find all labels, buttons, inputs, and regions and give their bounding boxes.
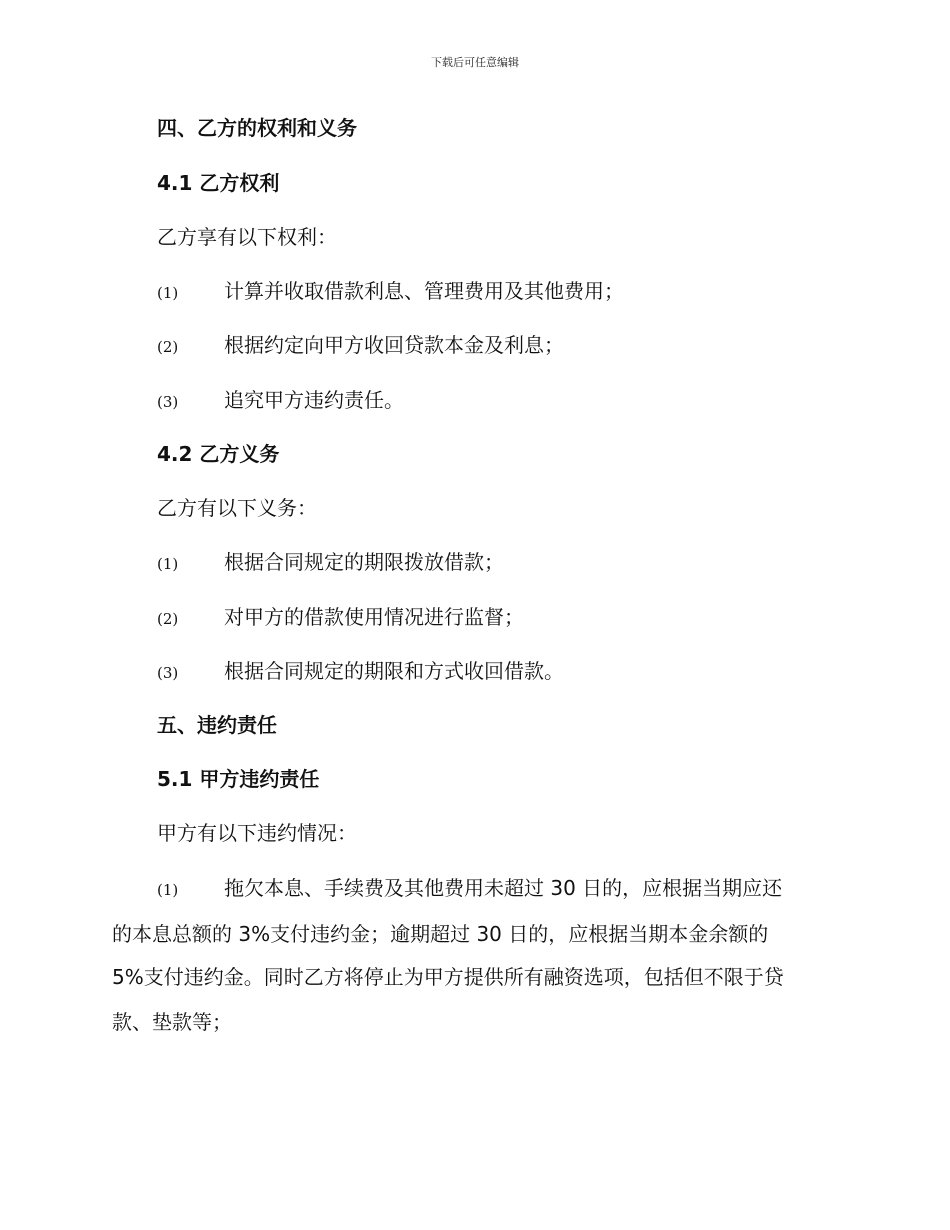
list-item-text: 根据合同规定的期限拨放借款；: [224, 550, 504, 574]
penalty-item-line-3: 5%支付违约金。同时乙方将停止为甲方提供所有融资选项，包括但不限于贷: [112, 965, 784, 989]
section-5-1-intro: 甲方有以下违约情况：: [157, 821, 357, 845]
penalty-item-line-2: 的本息总额的 3%支付违约金；逾期超过 30 日的，应根据当期本金余额的: [112, 922, 769, 946]
list-item: [157, 387, 404, 415]
list-item-text: 计算并收取借款利息、管理费用及其他费用；: [224, 279, 624, 303]
list-item: [157, 658, 564, 686]
list-item-number: (2): [157, 338, 179, 356]
penalty-item-line-1: [157, 875, 782, 903]
list-item-text: 根据合同规定的期限和方式收回借款。: [224, 659, 564, 683]
list-item-number: (1): [157, 284, 179, 302]
section-5-1-title: 5.1 甲方违约责任: [157, 767, 320, 791]
list-item-text: 拖欠本息、手续费及其他费用未超过 30 日的，应根据当期应还: [224, 876, 783, 900]
section-4-1-intro: 乙方享有以下权利：: [157, 225, 337, 249]
section-4-2-title: 4.2 乙方义务: [157, 442, 280, 466]
list-item-number: (1): [157, 555, 179, 573]
list-item-number: (2): [157, 610, 179, 628]
list-item-number: (3): [157, 664, 179, 682]
list-item-text: 根据约定向甲方收回贷款本金及利息；: [224, 333, 564, 357]
list-item: [157, 278, 624, 306]
section-4-2-intro: 乙方有以下义务：: [157, 496, 317, 520]
list-item-number: (1): [157, 881, 179, 899]
list-item-text: 追究甲方违约责任。: [224, 388, 404, 412]
section-4-title: 四、乙方的权利和义务: [157, 116, 357, 140]
page-header: 下载后可任意编辑: [431, 56, 519, 69]
section-5-title: 五、违约责任: [157, 713, 277, 737]
list-item: [157, 549, 504, 577]
section-4-1-title: 4.1 乙方权利: [157, 171, 280, 195]
list-item: [157, 604, 524, 632]
list-item-number: (3): [157, 393, 179, 411]
penalty-item-line-4: 款、垫款等；: [112, 1010, 232, 1034]
list-item-text: 对甲方的借款使用情况进行监督；: [224, 605, 524, 629]
list-item: [157, 332, 564, 360]
